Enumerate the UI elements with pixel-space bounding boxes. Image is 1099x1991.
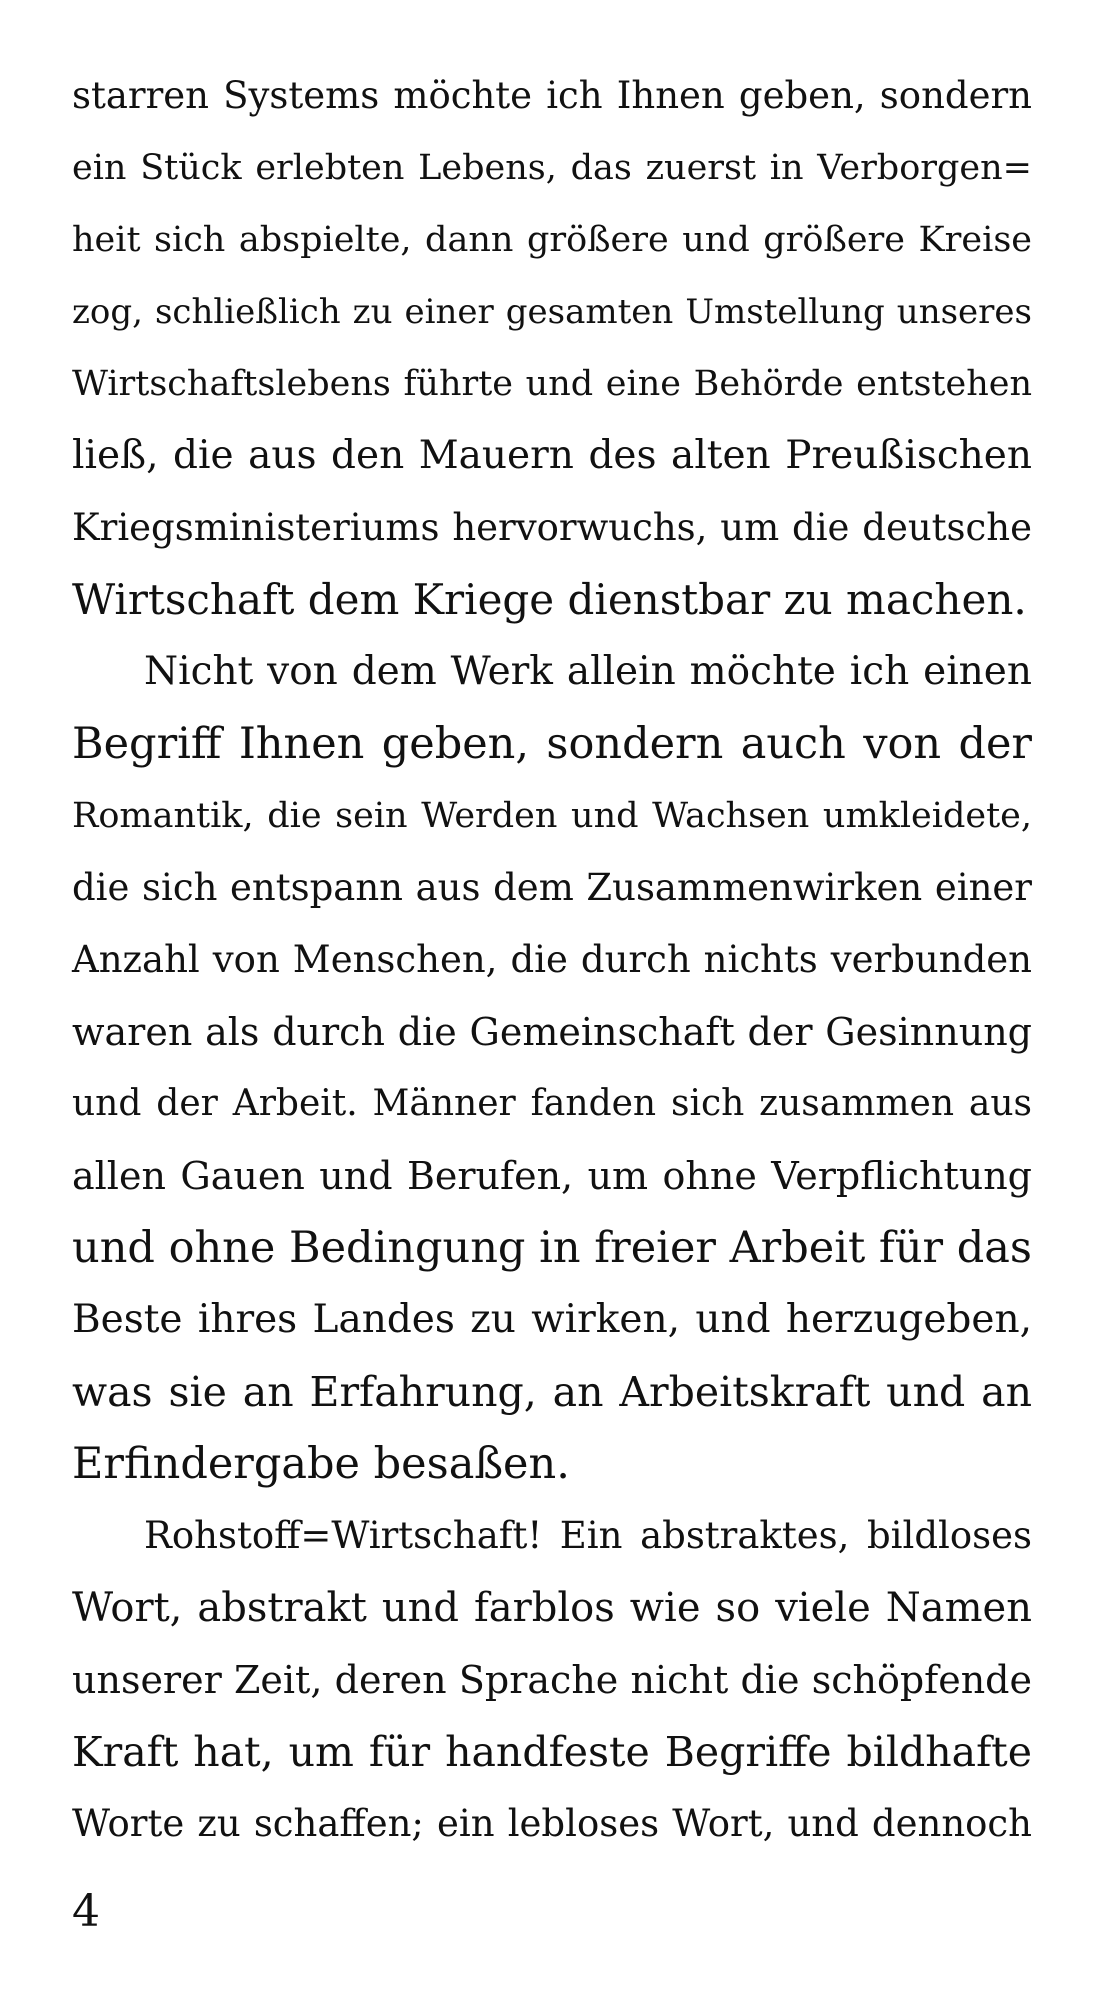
text-line: Worte zu schaffen; ein lebloses Wort, und dennoch [72, 1802, 1032, 1845]
text-line: Nicht von dem Werk allein möchte ich einen [144, 649, 1032, 694]
text-line: ließ, die aus den Mauern des alten Preußischen [72, 433, 1032, 478]
text-line: und der Arbeit. Männer fanden sich zusammen aus [72, 1083, 1032, 1124]
text-line: Wirtschaft dem Kriege dienstbar zu machen. [72, 575, 1027, 624]
text-line: starren Systems möchte ich Ihnen geben, sondern [72, 74, 1032, 117]
text-line: ein Stück erlebten Lebens, das zuerst in Verborgen= [72, 148, 1032, 188]
paragraph-2 [72, 636, 1032, 1500]
paragraph-3 [72, 1500, 1032, 1860]
text-line: zog, schließlich zu einer gesamten Umstellung unseres [72, 292, 1032, 332]
text-line: Erfindergabe besaßen. [72, 1439, 570, 1489]
text-line: Rohstoff=Wirtschaft! Ein abstraktes, bildloses [144, 1514, 1032, 1557]
text-line: was sie an Erfahrung, an Arbeitskraft und an [72, 1368, 1032, 1416]
text-line: Anzahl von Menschen, die durch nichts verbunden [72, 938, 1032, 981]
page-number: 4 [72, 1886, 100, 1937]
paragraph-1 [72, 60, 1032, 636]
text-line: und ohne Bedingung in freier Arbeit für das [72, 1223, 1032, 1273]
text-line: Kriegsministeriums hervorwuchs, um die deutsche [72, 506, 1032, 549]
text-line: Kraft hat, um für handfeste Begriffe bildhafte [72, 1728, 1032, 1776]
text-line: heit sich abspielte, dann größere und größere Kreise [72, 220, 1032, 260]
text-line: Romantik, die sein Werden und Wachsen umkleidete, [72, 796, 1032, 836]
text-line: unserer Zeit, deren Sprache nicht die schöpfende [72, 1658, 1032, 1702]
text-line: Wort, abstrakt und farblos wie so viele Namen [72, 1585, 1032, 1631]
text-line: die sich entspann aus dem Zusammenwirken einer [72, 866, 1032, 909]
text-line: waren als durch die Gemeinschaft der Gesinnung [72, 1010, 1032, 1054]
text-line: allen Gauen und Berufen, um ohne Verpflichtung [72, 1154, 1032, 1198]
text-line: Begriff Ihnen geben, sondern auch von der [72, 719, 1032, 769]
text-line: Wirtschaftslebens führte und eine Behörde entstehen [72, 364, 1032, 404]
text-line: Beste ihres Landes zu wirken, und herzugeben, [72, 1297, 1032, 1342]
body-text [72, 60, 1032, 1860]
